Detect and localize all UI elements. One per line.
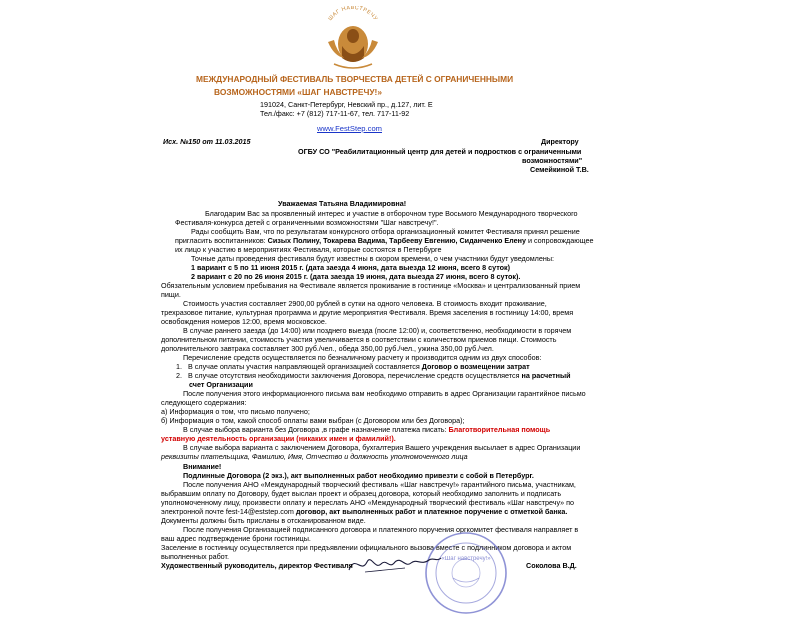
originals-note: Подлинные Договора (2 экз.), акт выполненных работ необходимо привезти с собой в Петербург.: [183, 471, 534, 480]
recipient-line1: Директору: [541, 137, 579, 146]
header-title-line1: МЕЖДУНАРОДНЫЙ ФЕСТИВАЛЬ ТВОРЧЕСТВА ДЕТЕЙ С ОГРАНИЧЕННЫМИ: [196, 74, 514, 84]
paragraph-11a: После получения АНО «Международный творческий фестиваль «Шаг навстречу!» гарантийного письма, участникам,: [183, 480, 576, 489]
paragraph-6b: дополнительном питании, стоимость участия увеличивается в соответствии с количеством приемов пищи. Стоимость: [161, 335, 557, 344]
header-phone: Тел./факс: +7 (812) 717-11-67, тел. 717-11-92: [260, 109, 410, 118]
paragraph-4a: Обязательным условием пребывания на Фестивале является проживание в гостинице «Москва» и централизованный прием: [161, 281, 581, 290]
paragraph-1b: Фестиваля-конкурса детей с ограниченными возможностями "Шаг навстречу!".: [175, 218, 439, 227]
item-b: б) Информация о том, какой способ оплаты вами выбран (с Договором или без Договора);: [161, 416, 465, 425]
payment-purpose-red-3: (никаких имен и фамилий!).: [294, 434, 396, 443]
recipient-line3: возможностями": [522, 156, 583, 165]
invite-suffix: и сопровождающее: [526, 236, 594, 245]
date-option-1-dates: 1 вариант с 5 по 11 июня 2015 г.: [191, 263, 304, 272]
paragraph-10b: реквизиты плательщика, Фамилию, Имя, Отчество и должность уполномоченного лица: [161, 452, 468, 461]
paragraph-8a: После получения этого информационного письма вам необходимо отправить в адрес Организации гарантийное письмо: [183, 389, 586, 398]
paragraph-6c: дополнительного завтрака составляет 300 руб./чел., обеда 350,00 руб./чел., ужина 350,00 руб./чел.: [161, 344, 494, 353]
date-option-1-details: (дата заезда 4 июня, дата выезда 12 июня, всего 8 суток): [303, 263, 511, 272]
email-text: электронной почте fest-14@eststep.com: [161, 507, 296, 516]
paragraph-7: Перечисление средств осуществляется по безналичному расчету и производится одним из двух способов:: [183, 353, 542, 362]
invited-names: Сизых Полину, Токарева Вадима, Тарбееву Евгению, Сиданченко Елену: [267, 236, 526, 245]
recipient-line4: Семейкиной Т.В.: [530, 165, 589, 174]
paragraph-4b: пищи.: [161, 290, 181, 299]
payment-method-1: 1. В случае оплаты участия направляющей организацией составляется Договор о возмещении затрат: [176, 362, 530, 371]
outgoing-reference: Исх. №150 от 11.03.2015: [163, 137, 251, 146]
payment-method-1-text: В случае оплаты участия направляющей организацией составляется: [188, 362, 422, 371]
payment-method-1-bold: Договор о возмещении затрат: [421, 362, 530, 371]
payment-purpose-red-2: уставную деятельность организации: [161, 434, 295, 443]
paragraph-2a: Рады сообщить Вам, что по результатам конкурсного отбора организационный комитет Фестиваля принял решение: [191, 227, 580, 236]
paragraph-12a: После получения Организацией подписанного договора и платежного поручения оргкомитет фестиваля направляет в: [183, 525, 579, 534]
payment-purpose-red-1: Благотворительная помощь: [448, 425, 551, 434]
stamp-text: «Шаг навстречу!»: [441, 556, 491, 562]
documents-required: договор, акт выполненных работ и платежное поручение с отметкой банка.: [295, 507, 568, 516]
paragraph-5b: трехразовое питание, культурная программа и другие мероприятия Фестиваля. Время заселения в гостиницу 14:00, время: [161, 308, 574, 317]
logo-arc-text: ШАГ НАВСТРЕЧУ: [327, 6, 379, 23]
website-link[interactable]: www.FestStep.com: [317, 124, 382, 133]
payment-method-2: 2. В случае отсутствия необходимости заключения Договора, перечисление средств осуществляется на расчетный: [176, 371, 571, 380]
logo-emblem-icon: [314, 6, 392, 76]
signatory-name: Соколова В.Д.: [526, 561, 577, 570]
date-option-2-dates: 2 вариант с 20 по 26 июня 2015 г.: [191, 272, 309, 281]
paragraph-5c: освобождения номеров 12:00, время московское.: [161, 317, 327, 326]
payment-method-2-text: В случае отсутствия необходимости заключения Договора, перечисление средств осуществляется: [188, 371, 522, 380]
signature-icon: [345, 548, 445, 578]
handwritten-signature: [345, 548, 445, 578]
paragraph-2c: их лицо к участию в мероприятиях Фестиваля, которые состоятся в Петербурге: [175, 245, 442, 254]
paragraph-5a: Стоимость участия составляет 2900,00 рублей в сутки на одного человека. В стоимость входит проживание,: [183, 299, 547, 308]
paragraph-3: Точные даты проведения фестиваля будут известны в скором времени, о чем участники будут уведомлены:: [191, 254, 554, 263]
festival-logo: [314, 6, 392, 76]
paragraph-10a: В случае выбора варианта с заключением Договора, бухгалтерия Вашего учреждения высылает в адрес Организации: [183, 443, 581, 452]
recipient-line2: ОГБУ СО "Реабилитационный центр для детей и подростков с ограниченными: [298, 147, 582, 156]
paragraph-11b: выбравшим оплату по Договору, будет выслан проект и образец договора, который необходимо заполнить и подписать: [161, 489, 562, 498]
header-title-line2: ВОЗМОЖНОСТЯМИ «ШАГ НАВСТРЕЧУ!»: [214, 87, 382, 97]
payment-method-2-bold-cont: счет Организации: [189, 380, 253, 389]
date-option-2-details: (дата заезда 19 июня, дата выезда 27 июня, всего 8 суток).: [308, 272, 521, 281]
paragraph-8b: следующего содержания:: [161, 398, 247, 407]
paragraph-13a: Заселение в гостиницу осуществляется при предъявлении официального вызова вместе с подлинником договора и актом: [161, 543, 572, 552]
item-a: а) Информация о том, что письмо получено;: [161, 407, 310, 416]
svg-text:ШАГ НАВСТРЕЧУ: [327, 6, 378, 22]
paragraph-1a: Благодарим Вас за проявленный интерес и участие в отборочном туре Восьмого Международного творческого: [205, 209, 578, 218]
header-address: 191024, Санкт-Петербург, Невский пр., д.127, лит. Е: [260, 100, 433, 109]
paragraph-11c: уполномоченному лицу, произвести оплату и переслать АНО «Международный творческий фестиваль «Шаг навстречу» по: [161, 498, 575, 507]
payment-method-2-bold: на расчетный: [521, 371, 571, 380]
invite-prefix: пригласить воспитанников:: [175, 236, 268, 245]
greeting: Уважаемая Татьяна Владимировна!: [278, 199, 407, 208]
attention-label: Внимание!: [183, 462, 222, 471]
paragraph-12b: ваш адрес подтверждение брони гостиницы.: [161, 534, 311, 543]
paragraph-11e: Документы должны быть присланы в отсканированном виде.: [161, 516, 366, 525]
paragraph-6a: В случае раннего заезда (до 14:00) или позднего выезда (после 12:00) и, соответственно, необходимости в горячем: [183, 326, 572, 335]
paragraph-13b: выполненных работ.: [161, 552, 230, 561]
signatory-role: Художественный руководитель, директор Фестиваля: [161, 561, 353, 570]
paragraph-9-text: В случае выбора варианта без Договора ,в графе назначение платежа писать:: [183, 425, 449, 434]
